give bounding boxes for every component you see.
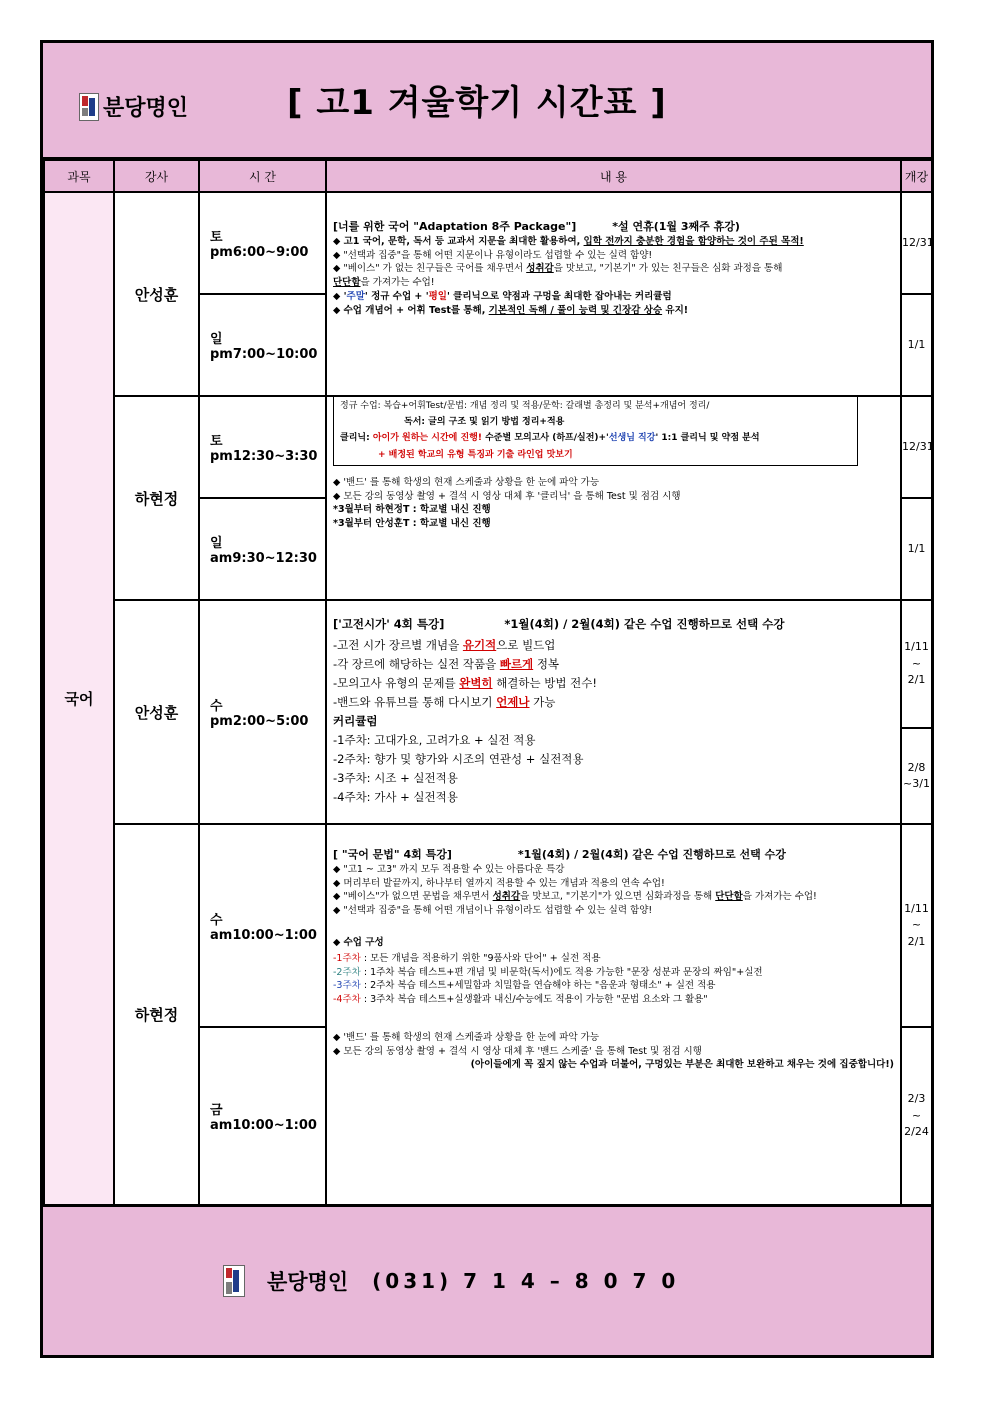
text-line: ◆ ' [333,291,347,302]
text-line: 유지! [662,304,689,316]
open-date-line: 2/8 [907,760,926,774]
text-line: -1주차 [333,952,361,964]
col-time: 시 간 [199,160,326,192]
text-line: ◆ 모든 강의 동영상 촬영 + 결석 시 영상 대체 후 '밴드 스케줄' 을 통해 Test 및 점검 시행 [333,1045,702,1057]
content-cell-s3 [326,600,901,824]
course-note: *1월(4회) / 2월(4회) 같은 수업 진행하므로 선택 수강 [504,617,785,631]
text-line: ◆ 수업 개념어 + 어휘 Test를 통해, [333,304,489,316]
course-title: [ "국어 문법" 4회 특강] [333,848,452,861]
open-date-line: 1/11 [904,901,929,915]
text-line: 해결하는 방법 전수! [492,675,597,690]
time-cell: 금 am10:00~1:00 [199,1027,326,1205]
brand-logo [79,91,188,122]
open-date-line: ~ [911,918,922,932]
content-cell-s4 [326,824,901,1205]
open-date-line: 1/11 [904,640,929,654]
text-line: ◆ 머리부터 발끝까지, 하나부터 열까지 적용할 수 있는 개념과 적용의 연속 수업! [333,877,665,889]
content-cell-s2 [326,396,901,600]
time-cell: 일 pm7:00~10:00 [199,294,326,396]
text-line: ◆ 수업 구성 [333,937,384,948]
open-date [901,600,932,728]
text-line: : 2주차 복습 테스트+세밀함과 치밀함을 연습해야 하는 "음운과 형태소" + 실전 적용 [360,980,716,992]
open-date [901,1027,932,1205]
time-cell: 수 pm2:00~5:00 [199,600,326,824]
text-line: ◆ "고1 ~ 고3" 까지 모두 적용할 수 있는 아름다운 특강 [333,863,565,875]
text-line: -1주차: 고대가요, 고려가요 + 실전 적용 [333,732,536,747]
closing-note: (아이들에게 꼭 짚지 않는 수업과 더불어, 구멍있는 부분은 최대한 보완하고 채우는 것에 집중합니다!) [470,1059,894,1071]
time-cell: 일 am9:30~12:30 [199,498,326,600]
text-line: 으로 빌드업 [496,637,556,652]
teacher-cell: 하현정 [114,396,199,600]
course-note: *1월(4회) / 2월(4회) 같은 수업 진행하므로 선택 수강 [517,848,786,861]
text-line: : 모든 개념을 적용하기 위한 "9품사와 단어" + 실전 적용 [360,952,601,964]
open-date-line: ~ [911,1108,922,1122]
subject-cell: 국어 [44,192,114,1205]
text-line: 아이가 원하는 시간에 진행! [372,433,482,444]
time-cell: 토 pm6:00~9:00 [199,192,326,294]
text-line: *3월부터 하현정T : 학교별 내신 진행 [333,504,491,516]
open-date-line: 2/1 [907,934,926,948]
text-line: ◆ 고1 국어, 문학, 독서 등 교과서 지문을 최대한 활용하여, [333,235,584,247]
curriculum-box [333,395,858,466]
text-line: 독서: 글의 구조 및 읽기 방법 정리+적용 [404,417,565,428]
time-cell: 토 pm12:30~3:30 [199,396,326,498]
text-line: ◆ '밴드' 를 통해 학생의 현재 스케줄과 상황을 한 눈에 파악 가능 [333,476,599,488]
text-line: -3주차 [333,980,361,992]
curriculum-label: 커리큘럼 [333,713,378,728]
open-date-line: ~ [911,656,922,670]
text-line: 완벽히 [459,675,493,690]
text-line: 입학 전까지 충분한 경험을 함양하는 것이 주된 목적! [583,235,804,247]
text-line: 단단함 [333,277,361,289]
text-line: -밴드와 유튜브를 통해 다시보기 [333,694,497,709]
open-date-line: ~3/1 [903,777,930,790]
text-line: 을 맛보고, "기본기"가 있으면 심화과정을 통해 [520,891,716,903]
open-date-line: 2/24 [904,1125,929,1139]
page-title: [ 고1 겨울학기 시간표 ] [287,83,667,123]
text-line: -4주차: 가사 + 실전적용 [333,789,458,804]
text-line: ' 정규 수업 + ' [364,291,429,302]
text-line: 가능 [529,694,556,709]
text-line: 을 가져가는 수업! [742,891,817,903]
brand-name: 분당명인 [103,96,189,121]
open-date-line: 2/1 [907,673,926,687]
contact-info [223,1265,679,1297]
text-line: 성취감 [492,891,521,903]
text-line: ◆ 모든 강의 동영상 촬영 + 결석 시 영상 대체 후 '클리닉' 을 통해 Test 및 점검 시행 [333,490,681,502]
text-line: 선생님 직강 [608,433,656,444]
text-line: 기본적인 독해 / 풀이 능력 및 긴장감 상승 [488,304,663,316]
text-line: ◆ "베이스"가 없으면 문법을 채우면서 [333,891,493,903]
text-line: : 3주차 복습 테스트+실생활과 내신/수능에도 적용이 가능한 "문법 요소와 그 활용" [360,994,708,1006]
text-line: 수준별 모의고사 (하프/실전)+' [481,433,609,444]
text-line: + 배정된 학교의 유형 특징과 기출 라인업 맛보기 [378,449,573,460]
open-date: 12/31 [901,396,932,498]
open-date-line: 2/3 [907,1092,926,1106]
footer [43,1205,931,1355]
text-line: 빠르게 [499,656,534,671]
brand-name: 분당명인 [267,1270,349,1294]
open-date [901,824,932,1027]
text-line: -2주차: 향가 및 향가와 시조의 연관성 + 실전적용 [333,751,584,766]
open-date: 1/1 [901,294,932,396]
text-line: 단단함 [715,891,743,903]
timetable-page [40,40,934,1358]
text-line: 정복 [533,656,560,671]
text-line: 주말 [346,291,365,302]
logo-icon [79,93,99,121]
text-line: 언제나 [496,694,530,709]
text-line: -각 장르에 해당하는 실전 작품을 [333,656,500,671]
schedule-table [43,159,933,1206]
col-subject: 과목 [44,160,114,192]
phone-number: (031) 7 1 4 – 8 0 7 0 [372,1269,680,1293]
course-note: *설 연휴(1월 3째주 휴강) [612,220,740,233]
time-cell: 수 am10:00~1:00 [199,824,326,1027]
text-line: ◆ "베이스" 가 없는 친구들은 국어를 채우면서 [333,263,527,275]
open-date [901,728,932,824]
text-line: 성취감 [526,263,554,275]
logo-icon [223,1265,245,1297]
text-line: 유기적 [462,637,497,652]
text-line: 을 가져가는 수업! [360,277,435,289]
course-title: [너를 위한 국어 "Adaptation 8주 Package"] [333,220,577,233]
text-line: ◆ "선택과 집중"을 통해 어떤 지문이나 유형이라도 섭렵할 수 있는 실력 함양! [333,249,653,261]
teacher-cell: 안성훈 [114,600,199,824]
col-open: 개강 [901,160,932,192]
text-line: : 1주차 복습 테스트+편 개념 및 비문학(독서)에도 적용 가능한 "문장 성분과 문장의 짜임"+실전 [360,966,763,978]
text-line: 평일 [428,291,447,302]
text-line: 을 맛보고, "기본기" 가 있는 친구들은 심화 과정을 통해 [553,263,783,275]
text-line: 정규 수업: 복습+어휘Test/문법: 개념 정리 및 적용/문학: 갈래별 총정리 및 분석+개념어 정리/ [340,401,710,411]
content-cell-s1 [326,192,901,396]
text-line: ' 클리닉으로 약점과 구멍을 최대한 잡아내는 커리큘럼 [446,291,672,302]
text-line: ◆ "선택과 집중"을 통해 어떤 개념이나 유형이라도 섭렵할 수 있는 실력 함양! [333,905,653,917]
course-title: ['고전시가' 4회 특강] [333,617,445,631]
text-line: -3주차: 시조 + 실전적용 [333,770,458,785]
text-line: -모의고사 유형의 문제를 [333,675,460,690]
open-date: 12/31 [901,192,932,294]
text-line: -2주차 [333,966,361,978]
text-line: *3월부터 안성훈T : 학교별 내신 진행 [333,518,491,530]
text-line: 클리닉: [340,433,373,444]
text-line: ◆ '밴드' 를 통해 학생의 현재 스케줄과 상황을 한 눈에 파악 가능 [333,1031,599,1043]
teacher-cell: 하현정 [114,824,199,1205]
col-teacher: 강사 [114,160,199,192]
text-line: -4주차 [333,994,361,1006]
col-content: 내 용 [326,160,901,192]
teacher-cell: 안성훈 [114,192,199,396]
text-line: ' 1:1 클리닉 및 약점 분석 [655,433,760,444]
text-line: -고전 시가 장르별 개념을 [333,637,463,652]
open-date: 1/1 [901,498,932,600]
header [43,43,931,159]
